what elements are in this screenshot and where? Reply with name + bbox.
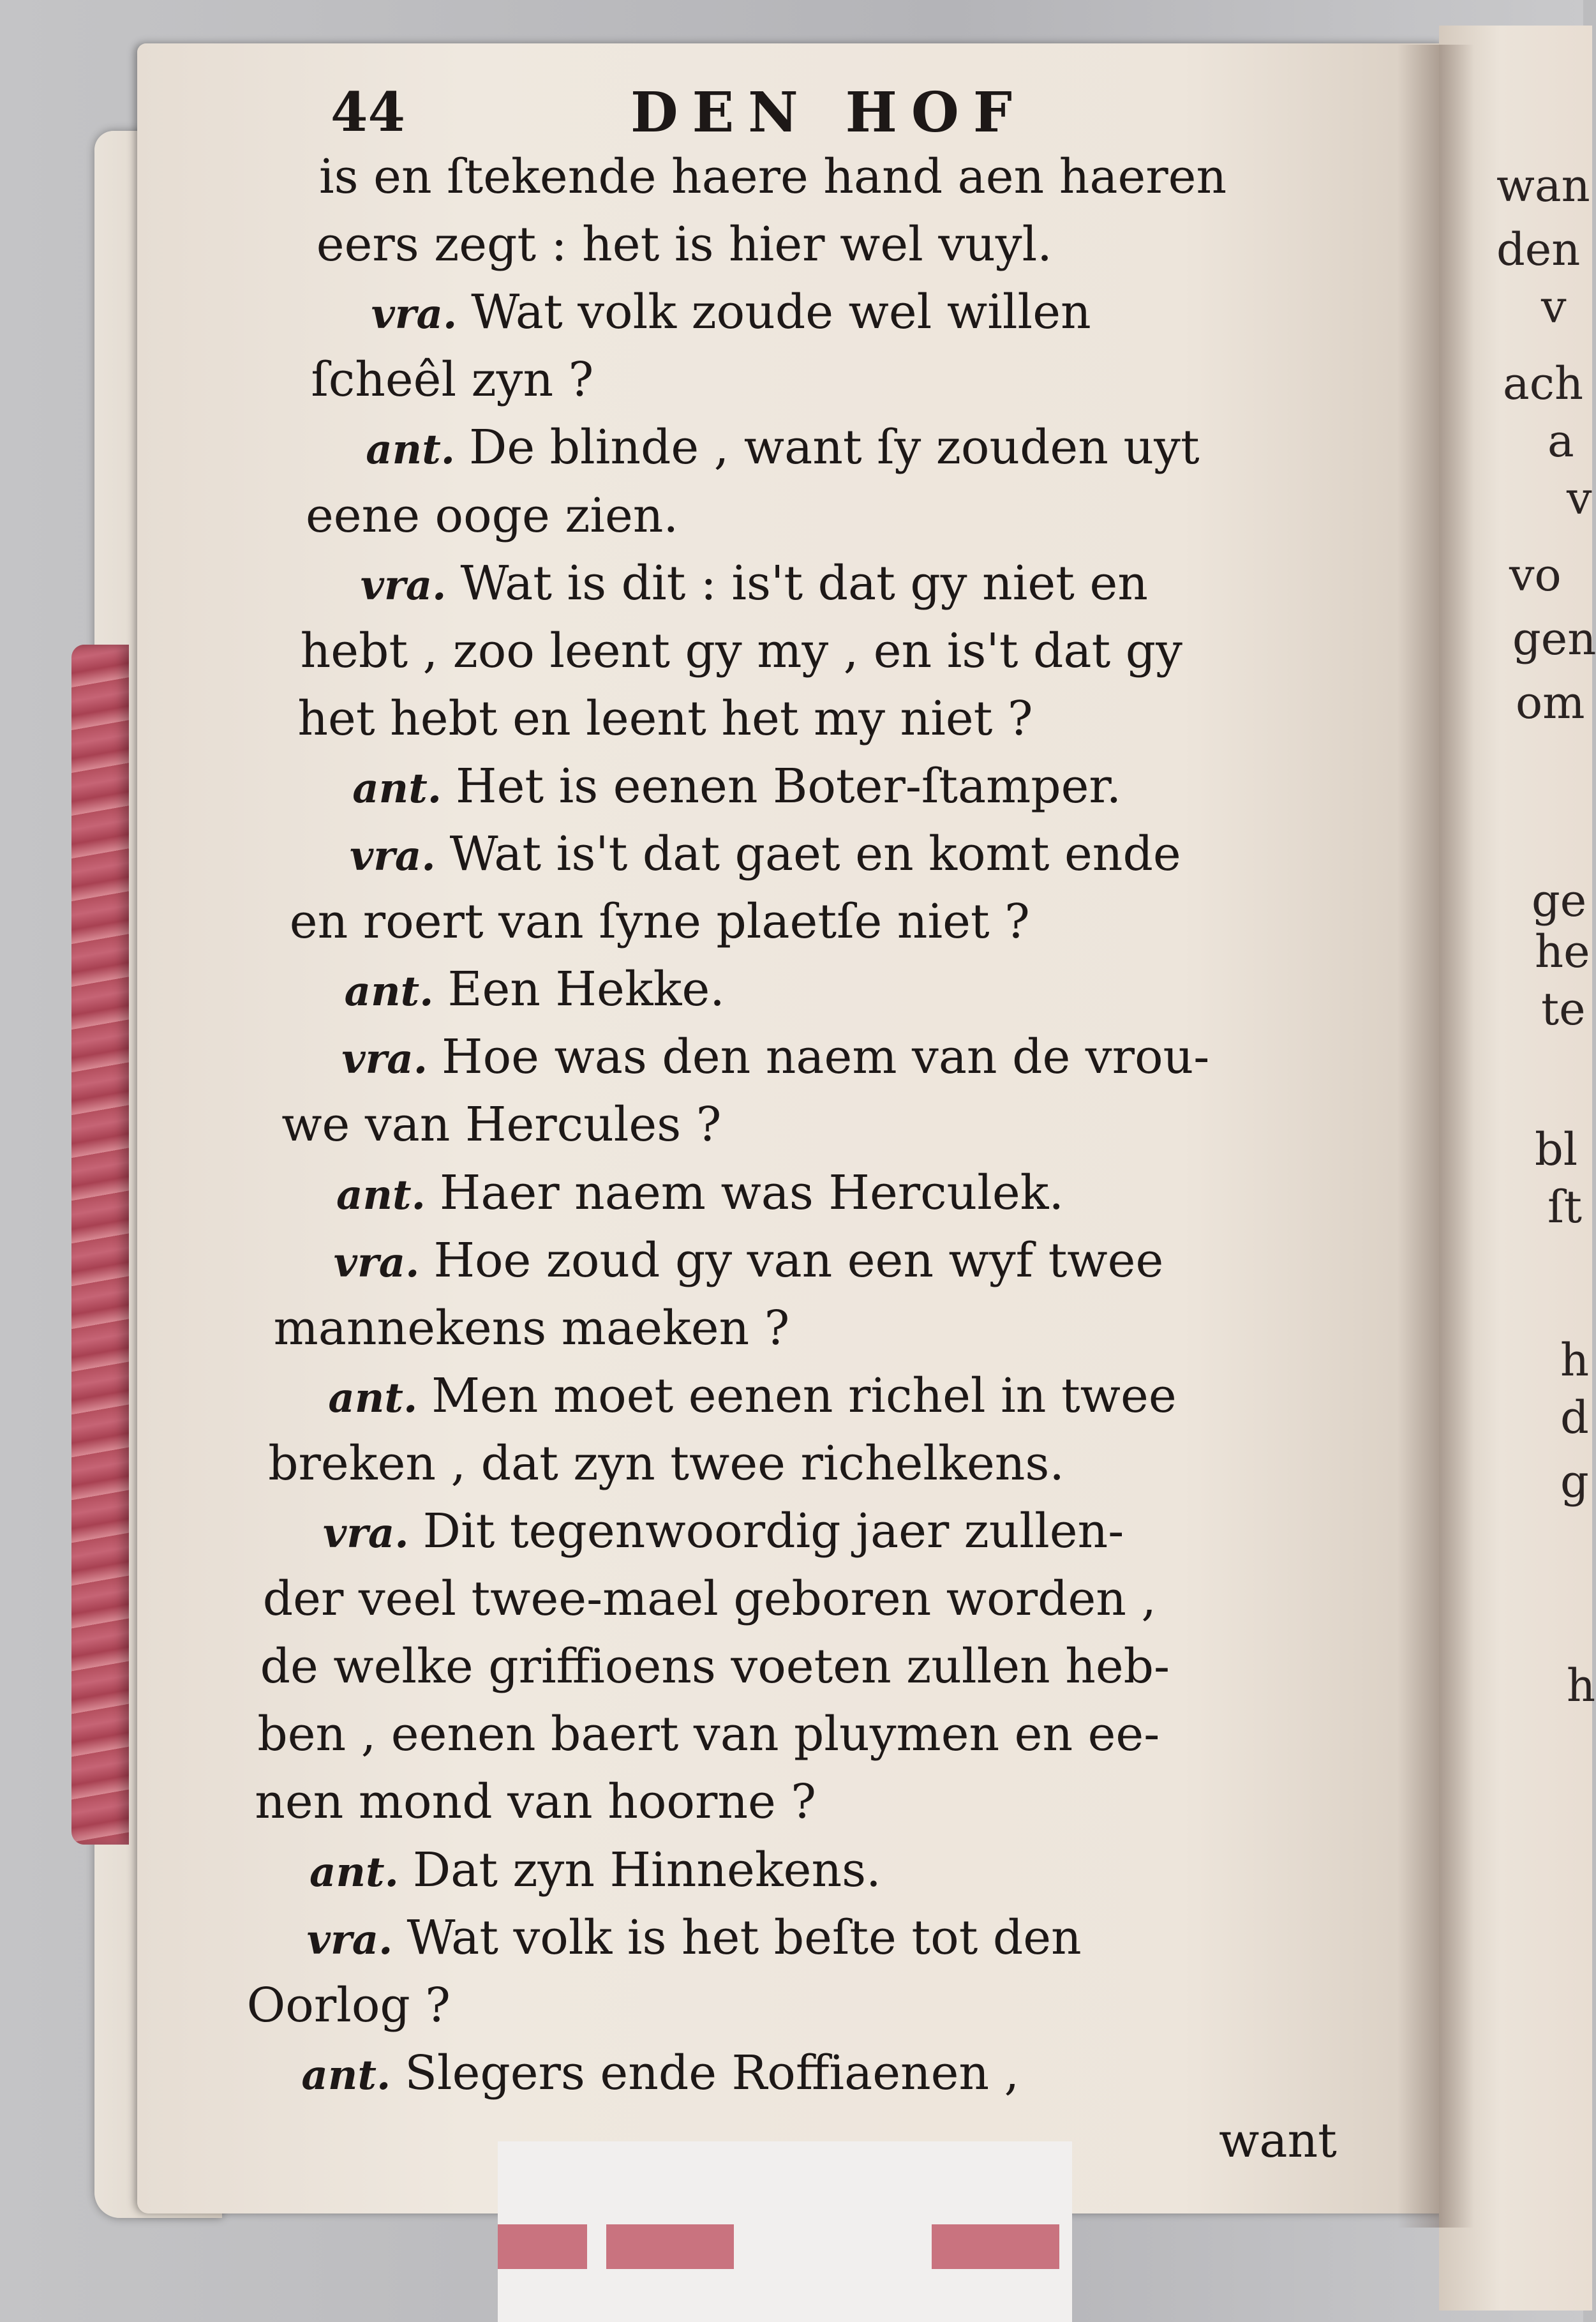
line-text: Slegers ende Roffiaenen , [405,2045,1020,2101]
facing-page-fragment: ſt [1548,1181,1583,1233]
speaker-tag: ant. [328,1374,418,1422]
line-text: we van Hercules ? [281,1097,722,1153]
text-line-with-speaker [310,1842,881,1898]
speaker-tag: vra. [360,561,447,610]
text-line [316,217,1052,273]
text-line-with-speaker [333,1232,1164,1288]
text-line-with-speaker [371,285,1091,340]
facing-page-fragment: te [1541,983,1586,1035]
facing-page-fragment: v [1541,281,1567,333]
text-line [297,691,1033,746]
speaker-tag: vra. [341,1035,428,1084]
facing-page-fragment: vo [1509,549,1562,601]
speaker-tag: vra. [371,290,458,339]
speaker-tag: ant. [336,1171,426,1219]
page-number: 44 [331,80,405,144]
text-line-with-speaker [328,1368,1177,1423]
text-line-with-speaker [352,758,1122,814]
line-text: Wat is't dat gaet en komt ende [449,827,1181,881]
text-line [1219,2113,1337,2168]
book-gutter [1398,45,1474,2228]
facing-page-fragment: bl [1535,1123,1578,1176]
line-text: Hoe was den naem van de vrou- [442,1030,1210,1085]
text-line [260,1639,1170,1695]
text-line [246,1977,451,2033]
line-text: eers zegt : het is hier wel vuyl. [316,217,1052,273]
speaker-tag: vra. [333,1238,420,1287]
line-text: Dit tegenwoordig jaer zullen- [422,1504,1124,1559]
line-text: want [1219,2113,1337,2168]
text-line-with-speaker [344,962,725,1017]
facing-page-fragment: den [1496,223,1581,276]
text-line-with-speaker [336,1165,1064,1220]
text-line [289,894,1030,950]
line-text: Oorlog ? [246,1977,451,2033]
line-text: nen mond van hoorne ? [255,1774,816,1830]
facing-page-fragment: ge [1532,874,1587,927]
line-text: Een Hekke. [447,962,725,1017]
text-line-with-speaker [366,420,1200,476]
text-line-with-speaker [323,1504,1124,1559]
text-line [300,623,1182,678]
line-text: ben , eenen baert van pluymen en ee- [257,1707,1160,1762]
facing-page-fragment: a [1548,415,1574,467]
line-text: Wat is dit : is't dat gy niet en [460,555,1148,611]
line-text: Hoe zoud gy van een wyf twee [433,1232,1164,1288]
text-line [262,1571,1156,1627]
facing-page-fragment: he [1535,925,1590,978]
text-line [281,1097,722,1153]
text-line-with-speaker [360,555,1148,611]
line-text: is en ſtekende haere hand aen haeren [319,149,1227,204]
speaker-tag: ant. [310,1848,399,1896]
text-line [319,149,1227,204]
right-page-fragments [1490,0,1596,2322]
text-line [268,1435,1064,1491]
line-text: Haer naem was Herculek. [439,1165,1064,1220]
text-line [255,1774,816,1830]
line-text: de welke griffioens voeten zullen heb- [260,1639,1170,1695]
line-text: Dat zyn Hinnekens. [412,1842,881,1898]
text-line-with-speaker [306,1910,1082,1965]
line-text: ſcheêl zyn ? [311,352,594,408]
text-line-with-speaker [341,1030,1210,1085]
facing-page-fragment: v [1567,472,1592,525]
speaker-tag: ant. [352,764,442,813]
facing-page-fragment: wan [1496,160,1590,212]
speaker-tag: vra. [323,1509,409,1557]
facing-page-fragment: h [1560,1334,1590,1386]
facing-page-fragment: g [1560,1455,1589,1508]
line-text: Wat volk zoude wel willen [471,285,1091,340]
text-line [273,1300,790,1356]
facing-page-fragment: h [1567,1659,1596,1712]
marbled-red-edge [71,645,129,1845]
page-header-title: DEN HOF [630,80,1026,145]
facing-page-fragment: om [1516,677,1585,729]
facing-page-fragment: d [1560,1391,1589,1444]
speaker-tag: ant. [366,426,456,474]
line-text: De blinde , want ſy zouden uyt [469,420,1200,476]
line-text: mannekens maeken ? [273,1300,790,1356]
speaker-tag: vra. [350,832,436,880]
line-text: Men moet eenen richel in twee [431,1368,1177,1423]
text-line-with-speaker [350,827,1181,881]
speaker-tag: vra. [306,1915,393,1964]
running-head [331,80,1428,157]
line-text: Het is eenen Boter-ſtamper. [456,758,1122,814]
speaker-tag: ant. [344,968,434,1016]
line-text: het hebt en leent het my niet ? [297,691,1033,746]
text-line [306,488,678,543]
speaker-tag: ant. [301,2051,391,2099]
line-text: breken , dat zyn twee richelkens. [268,1435,1064,1491]
text-line [257,1707,1160,1762]
text-line [311,352,594,408]
facing-page-fragment: ach [1503,357,1584,410]
line-text: eene ooge zien. [306,488,678,543]
facing-page-fragment: gen [1512,613,1596,665]
line-text: en roert van ſyne plaetſe niet ? [289,894,1030,950]
bottom-paper-fold [498,2141,1072,2322]
line-text: der veel twee-mael geboren worden , [262,1571,1156,1627]
line-text: Wat volk is het beſte tot den [406,1910,1082,1965]
line-text: hebt , zoo leent gy my , en is't dat gy [300,623,1182,678]
text-line-with-speaker [301,2045,1020,2101]
